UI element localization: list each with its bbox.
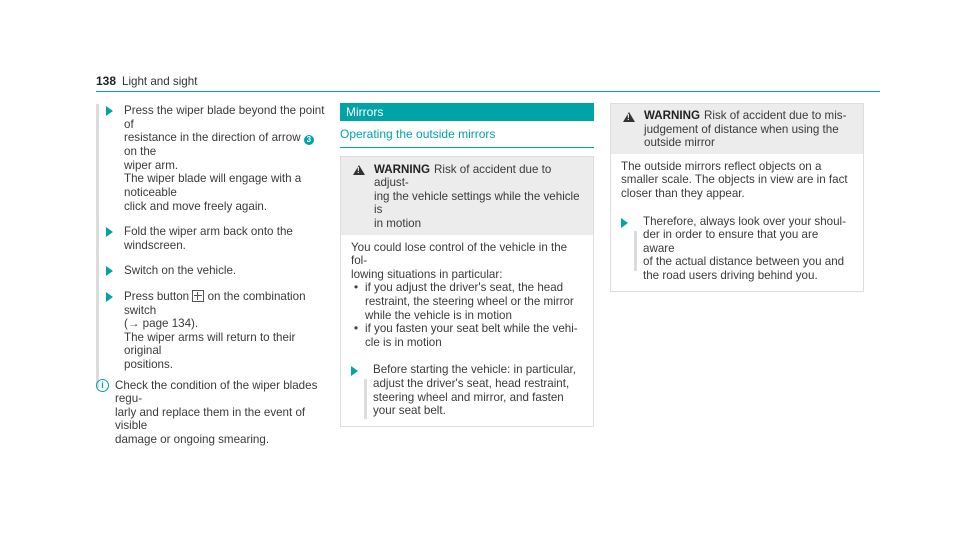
step-switch-on — [96, 264, 328, 278]
step-fold-wiper-arm — [96, 225, 328, 252]
warning-text: judgement of distance when using the — [644, 122, 839, 136]
note-text: larly and replace them in the event of visible — [115, 405, 306, 433]
step-text: your seat belt. — [373, 404, 446, 418]
note-check-wiper-blades — [96, 379, 328, 447]
wiper-instructions-column — [96, 104, 328, 446]
body-text: The outside mirrors reflect objects on a — [621, 159, 822, 173]
bullet-text: restraint, the steering wheel or the mirror — [365, 294, 574, 308]
step-text: resistance in the direction of arrow — [124, 131, 301, 145]
wiper-button-icon — [192, 290, 204, 302]
arrow-3-icon: 3 — [304, 135, 314, 145]
step-text: Fold the wiper arm back onto the windscreen. — [124, 225, 293, 252]
step-text: Switch on the vehicle. — [124, 264, 237, 278]
step-text: positions. — [124, 357, 173, 371]
page-header — [96, 75, 880, 91]
section-title: Mirrors — [340, 103, 594, 121]
body-text: You could lose control of the vehicle in the fol- — [351, 240, 568, 268]
warning-text: Risk of accident due to mis- — [704, 109, 847, 122]
step-arrow-icon — [621, 218, 628, 228]
step-arrow-icon — [351, 366, 358, 376]
header-rule — [96, 91, 880, 92]
step-text: der in order to ensure that you are aware — [643, 228, 819, 255]
list-item — [351, 322, 583, 349]
warning-text: Risk of accident due to adjust- — [374, 162, 552, 190]
list-item — [351, 281, 583, 322]
step-text: steering wheel and mirror, and fasten — [373, 390, 564, 404]
warning-body — [611, 154, 863, 291]
warning-body — [341, 235, 593, 426]
step-press-button — [96, 290, 328, 372]
warning-label: WARNING — [374, 162, 431, 176]
note-text: Check the condition of the wiper blades regu- — [115, 378, 318, 406]
step-text: Before starting the vehicle: in particular, — [373, 363, 576, 377]
step-before-starting — [351, 363, 583, 417]
step-text: The wiper blade will engage with a noticeable — [124, 172, 302, 199]
instruction-bar — [364, 379, 367, 419]
mirrors-column — [340, 103, 594, 427]
warning-box — [610, 103, 864, 292]
step-text: on the — [124, 145, 157, 159]
page-number: 138 — [96, 74, 117, 88]
warning-box — [340, 156, 594, 427]
step-arrow-icon — [106, 227, 113, 237]
subsection-heading: Operating the outside mirrors — [340, 128, 594, 148]
step-text: Therefore, always look over your shoul- — [643, 214, 846, 228]
bullet-text: cle is in motion — [365, 335, 442, 349]
step-text: The wiper arms will return to their original — [124, 330, 296, 358]
warning-label: WARNING — [644, 109, 701, 122]
body-text: closer than they appear. — [621, 186, 745, 200]
warning-text: ing the vehicle settings while the vehicle is — [374, 189, 580, 217]
step-press-wiper-blade — [96, 104, 328, 213]
warning-header — [611, 104, 863, 154]
step-text: Press button — [124, 289, 190, 303]
warning-text: in motion — [374, 216, 422, 230]
instruction-bar — [634, 231, 637, 271]
warning-header — [341, 157, 593, 235]
bullet-text: • if you adjust the driver's seat, the head — [365, 281, 564, 295]
step-text: wiper arm. — [124, 158, 179, 172]
warning-text: outside mirror — [644, 136, 715, 150]
mirror-warning-column — [610, 103, 864, 292]
step-text: the road users driving behind you. — [643, 268, 818, 282]
step-arrow-icon — [106, 106, 113, 116]
step-text: adjust the driver's seat, head restraint, — [373, 376, 570, 390]
body-text: lowing situations in particular: — [351, 267, 503, 281]
step-look-over-shoulder — [621, 215, 853, 283]
note-text: damage or ongoing smearing. — [115, 432, 270, 446]
bullet-text: • if you fasten your seat belt while the vehi- — [365, 322, 578, 336]
page-reference-link[interactable]: (→ page 134). — [124, 317, 199, 331]
step-arrow-icon — [106, 266, 113, 276]
warning-icon — [623, 112, 635, 122]
step-text: of the actual distance between you and — [643, 255, 845, 269]
bullet-list — [351, 281, 583, 349]
step-text: Press the wiper blade beyond the point of — [124, 104, 325, 131]
section-name: Light and sight — [122, 75, 198, 88]
step-text: on the combination switch — [124, 289, 306, 317]
info-icon: i — [96, 379, 109, 392]
body-text: smaller scale. The objects in view are in fact — [621, 173, 848, 187]
warning-icon — [353, 165, 365, 175]
bullet-text: while the vehicle is in motion — [365, 308, 512, 322]
step-text: click and move freely again. — [124, 199, 268, 213]
step-arrow-icon — [106, 292, 113, 302]
